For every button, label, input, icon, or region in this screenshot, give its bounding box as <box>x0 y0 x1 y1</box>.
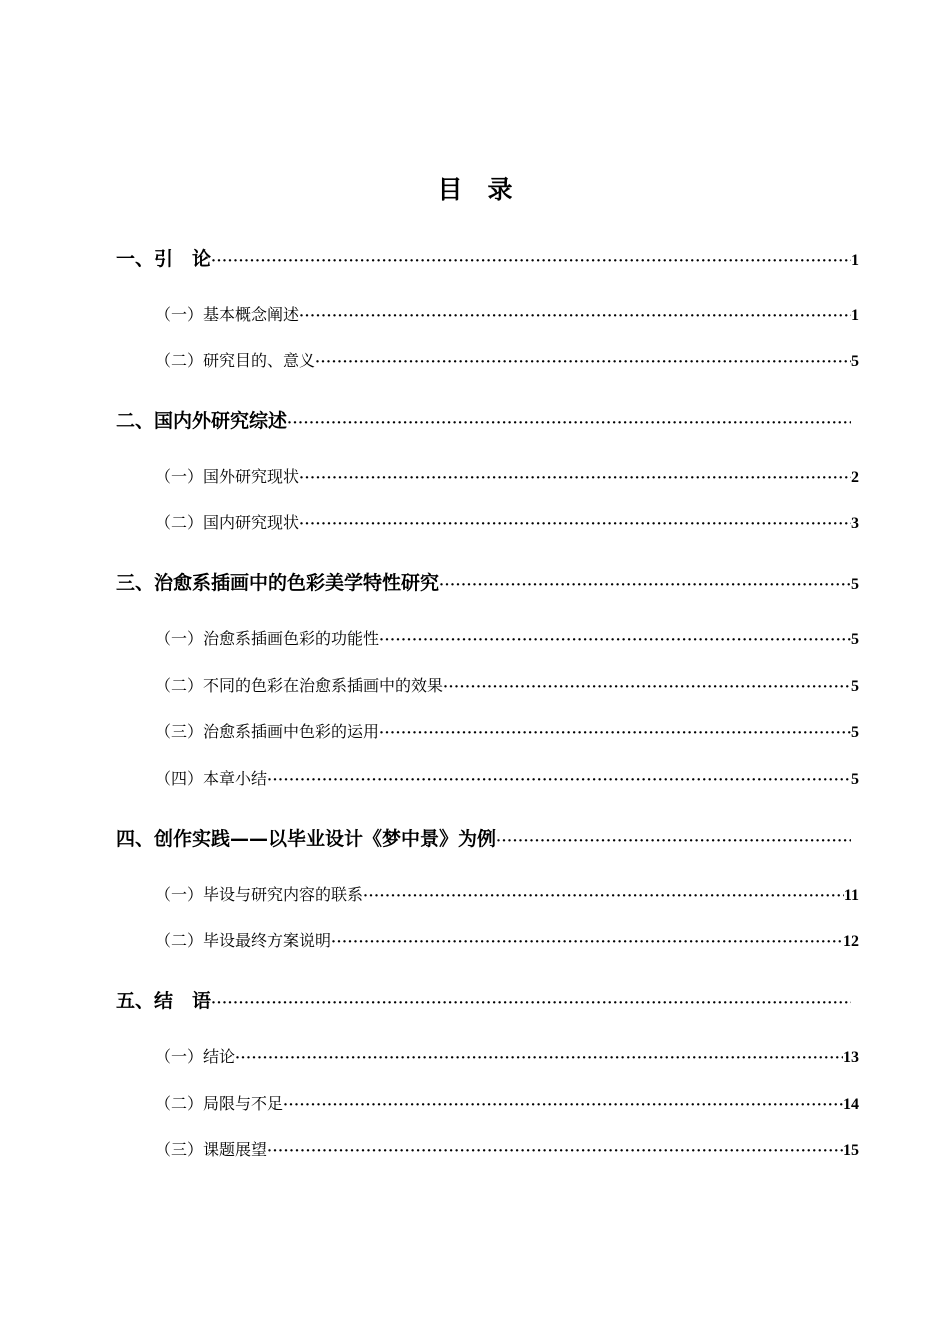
toc-page-number: 3 <box>851 515 859 532</box>
dot-leader <box>211 995 851 1012</box>
dot-leader <box>235 1050 843 1067</box>
toc-page-number: 5 <box>851 724 859 741</box>
toc-entry-label: （三）课题展望 <box>155 1140 268 1159</box>
toc-page-number: 5 <box>851 631 859 648</box>
toc-section-5-1[interactable] <box>155 1044 859 1067</box>
toc-entry-label: （二）研究目的、意义 <box>155 351 316 370</box>
toc-entry-label: （二）国内研究现状 <box>155 513 300 532</box>
dot-leader <box>299 470 851 487</box>
toc-chapter-1[interactable] <box>116 244 859 271</box>
toc-entry-label: （二）毕设最终方案说明 <box>155 931 332 950</box>
dot-leader <box>331 934 843 951</box>
toc-section-1-1[interactable] <box>155 302 859 325</box>
dot-leader <box>379 632 851 649</box>
toc-section-1-2[interactable] <box>155 348 859 371</box>
dot-leader <box>283 1097 843 1114</box>
toc-page-number: 15 <box>843 1142 859 1159</box>
dot-leader <box>379 725 851 742</box>
toc-page-number: 1 <box>851 252 859 269</box>
toc-page-number: 2 <box>851 469 859 486</box>
toc-section-5-3[interactable] <box>155 1137 859 1160</box>
dot-leader <box>211 253 851 270</box>
toc-section-3-3[interactable] <box>155 719 859 742</box>
toc-entry-label: （一）治愈系插画色彩的功能性 <box>155 629 380 648</box>
toc-section-4-1[interactable] <box>155 882 859 905</box>
toc-section-3-4[interactable] <box>155 766 859 789</box>
toc-entry-label: （二）不同的色彩在治愈系插画中的效果 <box>155 676 444 695</box>
toc-entry-label: （一）结论 <box>155 1047 236 1066</box>
dot-leader <box>443 679 851 696</box>
toc-page-number: 5 <box>851 771 859 788</box>
toc-entry-label: 三、治愈系插画中的色彩美学特性研究 <box>116 572 440 594</box>
dot-leader <box>299 308 851 325</box>
toc-section-2-1[interactable] <box>155 464 859 487</box>
toc-page-number: 14 <box>843 1096 859 1113</box>
dot-leader <box>299 516 851 533</box>
page-title: 目 录 <box>437 175 513 204</box>
toc-entry-label: 一、引 论 <box>116 248 212 270</box>
toc-entry-label: （二）局限与不足 <box>155 1094 284 1113</box>
dot-leader <box>267 772 851 789</box>
toc-section-5-2[interactable] <box>155 1091 859 1114</box>
toc-section-4-2[interactable] <box>155 928 859 951</box>
toc-section-2-2[interactable] <box>155 510 859 533</box>
toc-entry-label: 四、创作实践——以毕业设计《梦中景》为例 <box>116 828 497 850</box>
toc-chapter-2[interactable] <box>116 406 859 433</box>
toc-entry-label: （三）治愈系插画中色彩的运用 <box>155 722 380 741</box>
toc-page-number: 13 <box>843 1049 859 1066</box>
toc-page-number: 1 <box>851 307 859 324</box>
dot-leader <box>439 577 851 594</box>
toc-chapter-3[interactable] <box>116 568 859 595</box>
toc-page-number: 5 <box>851 678 859 695</box>
dot-leader <box>315 354 851 371</box>
dot-leader <box>363 888 844 905</box>
toc-page-number: 11 <box>843 887 859 904</box>
toc-entry-label: （一）国外研究现状 <box>155 467 300 486</box>
toc-entry-label: 五、结 语 <box>116 990 212 1012</box>
dot-leader <box>267 1143 843 1160</box>
toc-chapter-4[interactable] <box>116 824 859 851</box>
dot-leader <box>287 415 851 432</box>
toc-section-3-1[interactable] <box>155 626 859 649</box>
toc-page-number: 5 <box>851 353 859 370</box>
toc-entry-label: （一）毕设与研究内容的联系 <box>155 885 364 904</box>
toc-section-3-2[interactable] <box>155 673 859 696</box>
toc-page-number: 12 <box>843 933 859 950</box>
toc-entry-label: 二、国内外研究综述 <box>116 410 288 432</box>
toc-page-number: 5 <box>851 576 859 593</box>
toc-chapter-5[interactable] <box>116 986 859 1013</box>
dot-leader <box>496 833 851 850</box>
toc-entry-label: （四）本章小结 <box>155 769 268 788</box>
toc-entry-label: （一）基本概念阐述 <box>155 305 300 324</box>
